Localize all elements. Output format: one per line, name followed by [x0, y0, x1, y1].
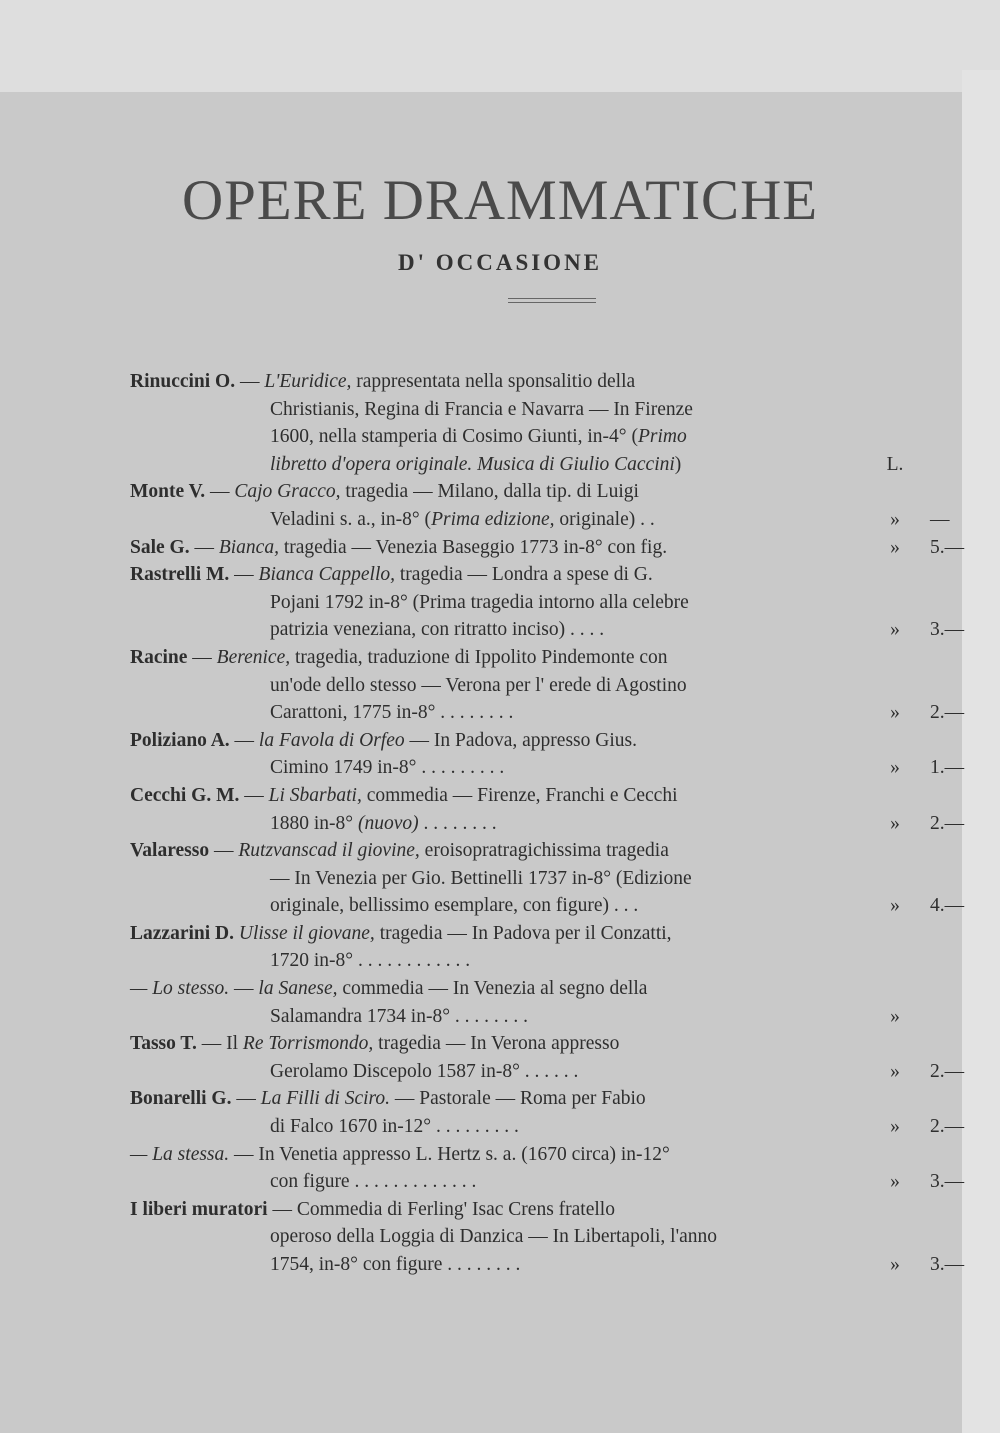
- entry-text: originale) . .: [554, 508, 655, 530]
- entry-author: Valaresso: [130, 840, 210, 862]
- entry-author: I liberi muratori: [130, 1198, 268, 1220]
- entry-currency: »: [890, 1116, 900, 1138]
- entry-text: con figure . . . . . . . . . . . . .: [270, 1171, 477, 1193]
- entry-price: 2.—: [930, 812, 965, 834]
- entry-line: [130, 727, 970, 755]
- entry-currency: »: [890, 757, 900, 779]
- catalog-entry: [130, 1196, 970, 1279]
- entry-text: —: [229, 729, 259, 751]
- entry-line: [130, 782, 970, 810]
- entry-currency: »: [890, 895, 900, 917]
- entry-price: 5.—: [930, 536, 965, 558]
- entry-line: [130, 865, 970, 893]
- entry-text: tragedia, traduzione di Ippolito Pindemonte con: [290, 646, 668, 668]
- entry-work-title: Rutzvanscad il giovine,: [238, 840, 420, 862]
- catalog-entry: [130, 561, 970, 644]
- entry-line: [130, 644, 970, 672]
- entry-text: —: [187, 646, 217, 668]
- entry-author: Bonarelli G.: [130, 1088, 232, 1110]
- entry-text: Carattoni, 1775 in-8° . . . . . . . .: [270, 702, 514, 724]
- entry-line: [130, 975, 970, 1003]
- catalog-entry: [130, 1141, 970, 1196]
- entry-line: [130, 1003, 970, 1031]
- entry-line: [130, 506, 970, 534]
- entry-text: — Commedia di Ferling' Isac Crens fratello: [267, 1198, 615, 1220]
- catalog-entry: [130, 478, 970, 533]
- catalog-entry: [130, 1085, 970, 1140]
- catalog-entry: [130, 975, 970, 1030]
- entry-currency: »: [890, 536, 900, 558]
- entry-text: —: [239, 784, 269, 806]
- catalog-entry: [130, 837, 970, 920]
- entry-text: commedia — In Venezia al segno della: [337, 978, 648, 1000]
- entry-line: [130, 561, 970, 589]
- entry-currency: »: [890, 1254, 900, 1275]
- entry-price: 2.—: [930, 702, 965, 724]
- entry-currency: »: [890, 812, 900, 834]
- entry-text: originale, bellissimo esemplare, con figure) . . .: [270, 895, 639, 917]
- entry-author: Poliziano A.: [130, 729, 230, 751]
- catalog-entries: [130, 368, 970, 1279]
- entry-line: [130, 534, 970, 562]
- entry-line: [130, 810, 970, 838]
- entry-text: patrizia veneziana, con ritratto inciso) . . . .: [270, 619, 605, 641]
- entry-line: [130, 1196, 970, 1224]
- entry-line: [130, 837, 970, 865]
- entry-line: [130, 451, 970, 479]
- catalog-entry: [130, 368, 970, 478]
- entry-currency: »: [890, 619, 900, 641]
- catalog-entry: [130, 644, 970, 727]
- entry-text: Christianis, Regina di Francia e Navarra — In Firenze: [270, 398, 693, 420]
- entry-work-title: Bianca,: [218, 536, 279, 558]
- entry-text: — In Padova, appresso Gius.: [404, 729, 637, 751]
- entry-text: rappresentata nella sponsalitio della: [351, 371, 636, 392]
- entry-work-title: Bianca Cappello,: [258, 564, 396, 586]
- entry-text: —: [209, 840, 239, 862]
- entry-work-title: L'Euridice,: [264, 371, 352, 392]
- entry-currency: »: [890, 1005, 900, 1027]
- page-subtitle: D' OCCASIONE: [397, 250, 603, 275]
- entry-price: 2.—: [930, 1060, 965, 1082]
- entry-currency: »: [890, 702, 900, 724]
- entry-text: — Il: [196, 1033, 243, 1055]
- entry-text: tragedia — In Verona appresso: [373, 1033, 620, 1055]
- entry-line: [130, 892, 970, 920]
- entry-author: Rastrelli M.: [130, 564, 230, 586]
- entry-line: [130, 396, 970, 424]
- entry-author: Racine: [130, 646, 188, 668]
- entry-text: — In Venetia appresso L. Hertz s. a. (1670 circa) in-12°: [229, 1143, 670, 1165]
- entry-work-title: La Filli di Sciro.: [260, 1088, 391, 1110]
- catalog-entry: [130, 727, 970, 782]
- entry-price: 1.—: [930, 757, 965, 779]
- catalog-entry: [130, 534, 970, 562]
- entry-work-title: Li Sbarbati,: [268, 784, 362, 806]
- entry-currency: »: [890, 1171, 900, 1193]
- entry-text: —: [205, 481, 235, 503]
- entry-currency: »: [890, 1060, 900, 1082]
- entry-work-title: Prima edizione,: [431, 508, 555, 530]
- entry-currency: L.: [886, 453, 904, 475]
- entry-price: 2.—: [930, 1116, 965, 1138]
- entry-line: [130, 1113, 970, 1141]
- divider-rule-bottom: [508, 302, 596, 303]
- entry-price: —: [930, 508, 950, 530]
- catalog-entry: [130, 1030, 970, 1085]
- entry-text: — Pastorale — Roma per Fabio: [390, 1088, 646, 1110]
- entry-work-title: Cajo Gracco,: [234, 481, 341, 503]
- entry-author: Lazzarini D.: [130, 922, 234, 944]
- entry-text: —: [229, 978, 259, 1000]
- entry-text: — In Venezia per Gio. Bettinelli 1737 in-8° (Edizione: [270, 867, 692, 889]
- entry-text: tragedia — Milano, dalla tip. di Luigi: [340, 481, 639, 503]
- entry-text: eroisopratragichissima tragedia: [419, 840, 669, 862]
- entry-work-title: la Favola di Orfeo: [258, 729, 405, 751]
- entry-work-title: libretto d'opera originale. Musica di Giulio Caccini: [270, 453, 675, 475]
- entry-work-title: — La stessa.: [130, 1143, 230, 1165]
- entry-line: [130, 589, 970, 617]
- entry-text: commedia — Firenze, Franchi e Cecchi: [361, 784, 678, 806]
- entry-text: tragedia — In Padova per il Conzatti,: [374, 922, 672, 944]
- entry-text: Cimino 1749 in-8° . . . . . . . . .: [270, 757, 505, 779]
- page-title: OPERE DRAMMATICHE: [181, 169, 819, 232]
- entry-line: [130, 1223, 970, 1251]
- entry-text: Pojani 1792 in-8° (Prima tragedia intorno alla celebre: [270, 591, 689, 613]
- entry-line: [130, 1085, 970, 1113]
- entry-line: [130, 1251, 970, 1279]
- entry-work-title: Berenice,: [216, 646, 291, 668]
- entry-text: —: [235, 371, 265, 392]
- entry-line: [130, 920, 970, 948]
- entry-text: tragedia — Venezia Baseggio 1773 in-8° con fig.: [278, 536, 668, 558]
- entry-text: Veladini s. a., in-8° (: [270, 508, 432, 530]
- top-margin: [0, 0, 1000, 92]
- entry-author: Rinuccini O.: [130, 371, 236, 392]
- entry-author: Cecchi G. M.: [130, 784, 240, 806]
- entry-text: tragedia — Londra a spese di G.: [395, 564, 653, 586]
- entry-currency: »: [890, 508, 900, 530]
- catalog-entry: [130, 920, 970, 975]
- entry-line: [130, 1141, 970, 1169]
- entry-text: —: [189, 536, 219, 558]
- entry-work-title: — Lo stesso.: [130, 978, 230, 1000]
- entry-text: di Falco 1670 in-12° . . . . . . . . .: [270, 1116, 519, 1138]
- entry-line: [130, 368, 970, 396]
- entry-work-title: Primo: [637, 426, 687, 448]
- entry-author: Tasso T.: [130, 1033, 197, 1055]
- entry-line: [130, 672, 970, 700]
- entry-text: ): [674, 453, 682, 475]
- catalog-entry: [130, 782, 970, 837]
- entry-text: 1880 in-8°: [270, 812, 358, 834]
- entry-line: [130, 699, 970, 727]
- entry-price: 3.—: [930, 1171, 965, 1193]
- entry-text: . . . . . . . .: [418, 812, 497, 834]
- entry-line: [130, 616, 970, 644]
- entry-price: 4.—: [930, 895, 965, 917]
- entry-line: [130, 478, 970, 506]
- entry-work-title: (nuovo): [357, 812, 419, 834]
- entry-text: Salamandra 1734 in-8° . . . . . . . .: [270, 1005, 529, 1027]
- entry-line: [130, 947, 970, 975]
- entry-work-title: Ulisse il giovane,: [238, 922, 375, 944]
- entry-text: 1600, nella stamperia di Cosimo Giunti, in-4° (: [270, 426, 638, 448]
- entry-line: [130, 1030, 970, 1058]
- entry-work-title: Re Torrismondo,: [242, 1033, 374, 1055]
- entry-price: 3.—: [930, 619, 965, 641]
- entry-price: 3.—: [930, 1254, 965, 1275]
- entry-line: [130, 754, 970, 782]
- entry-text: operoso della Loggia di Danzica — In Libertapoli, l'anno: [270, 1226, 717, 1248]
- entry-line: [130, 1058, 970, 1086]
- entry-author: Monte V.: [130, 481, 206, 503]
- entry-author: Sale G.: [130, 536, 190, 558]
- entry-text: Gerolamo Discepolo 1587 in-8° . . . . . .: [270, 1060, 579, 1082]
- entry-line: [130, 1168, 970, 1196]
- divider-rule-top: [508, 298, 596, 299]
- entry-text: 1720 in-8° . . . . . . . . . . . .: [270, 950, 471, 972]
- entry-text: —: [231, 1088, 261, 1110]
- entry-work-title: la Sanese,: [258, 978, 338, 1000]
- entry-text: 1754, in-8° con figure . . . . . . . .: [270, 1254, 521, 1275]
- entry-text: —: [229, 564, 259, 586]
- entry-text: un'ode dello stesso — Verona per l' erede di Agostino: [270, 674, 687, 696]
- entry-line: [130, 423, 970, 451]
